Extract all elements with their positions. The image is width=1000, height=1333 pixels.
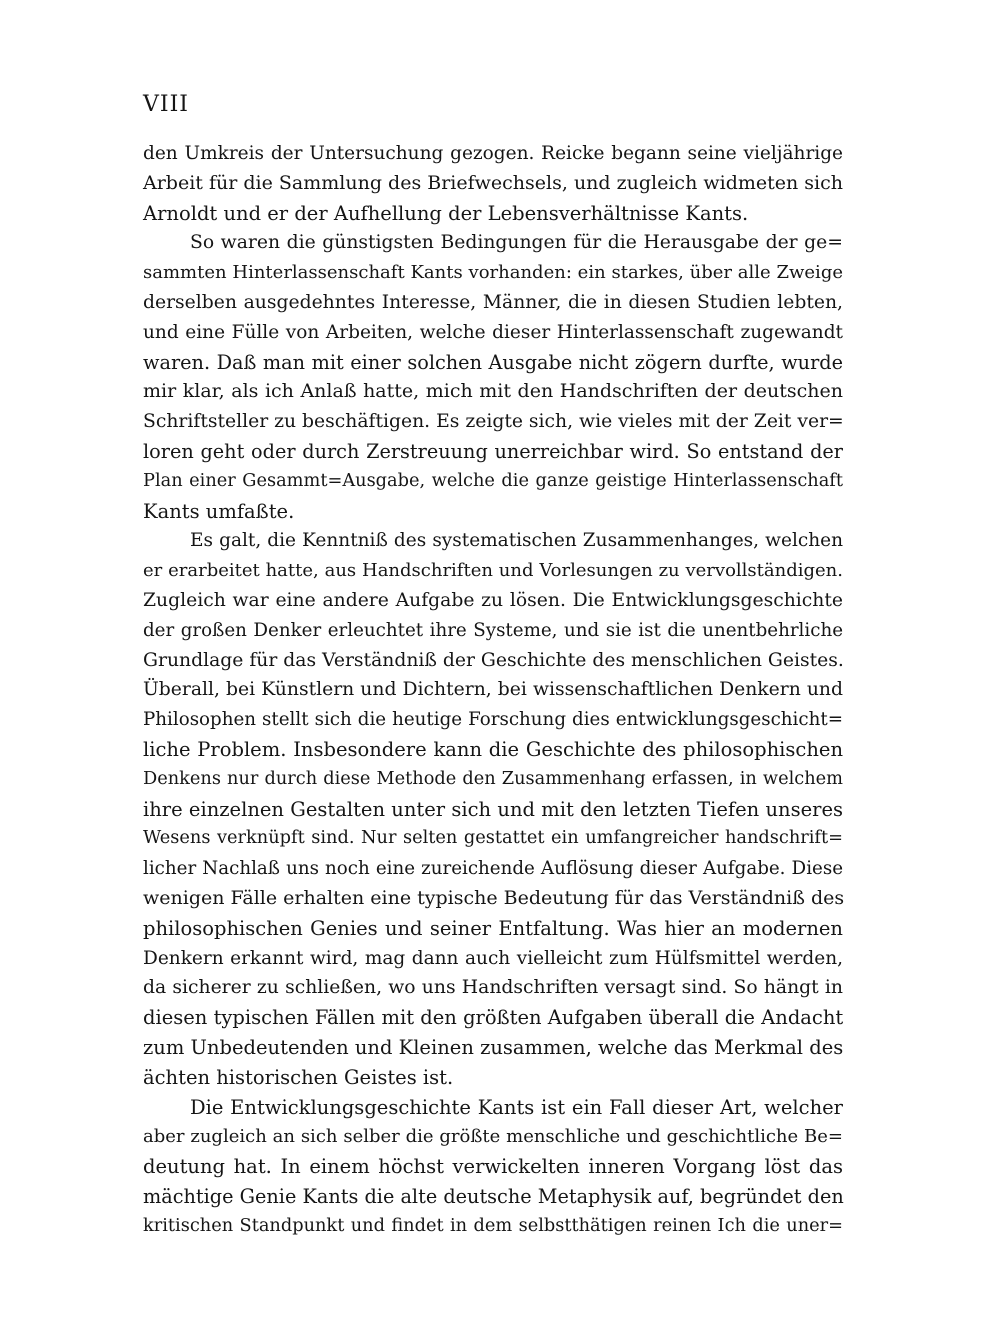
text-line: Wesens verknüpft sind. Nur selten gestattet ein umfangreicher handschrift= bbox=[143, 828, 843, 849]
text-line: Denkern erkannt wird, mag dann auch vielleicht zum Hülfsmittel werden, bbox=[143, 947, 843, 969]
text-line: mir klar, als ich Anlaß hatte, mich mit den Handschriften der deutschen bbox=[143, 380, 843, 403]
text-line: sammten Hinterlassenschaft Kants vorhanden: ein starkes, über alle Zweige bbox=[143, 262, 843, 284]
text-line: und eine Fülle von Arbeiten, welche dieser Hinterlassenschaft zugewandt bbox=[143, 321, 843, 343]
text-line: ihre einzelnen Gestalten unter sich und mit den letzten Tiefen unseres bbox=[143, 797, 843, 821]
text-line: Arnoldt und er der Aufhellung der Lebensverhältnisse Kants. bbox=[143, 201, 749, 225]
text-line: philosophischen Genies und seiner Entfaltung. Was hier an modernen bbox=[143, 916, 843, 940]
text-line: mächtige Genie Kants die alte deutsche Metaphysik auf, begründet den bbox=[143, 1184, 844, 1208]
text-line: Zugleich war eine andere Aufgabe zu lösen. Die Entwicklungsgeschichte bbox=[143, 589, 843, 611]
text-line: zum Unbedeutenden und Kleinen zusammen, welche das Merkmal des bbox=[143, 1035, 844, 1059]
text-line: Denkens nur durch diese Methode den Zusammenhang erfassen, in welchem bbox=[143, 768, 843, 789]
text-line: den Umkreis der Untersuchung gezogen. Reicke begann seine vieljährige bbox=[143, 143, 843, 164]
text-line: Die Entwicklungsgeschichte Kants ist ein Fall dieser Art, welcher bbox=[190, 1095, 843, 1119]
body-text bbox=[143, 139, 843, 1241]
text-line: loren geht oder durch Zerstreuung unerreichbar wird. So entstand der bbox=[143, 439, 843, 463]
text-line: da sicherer zu schließen, wo uns Handschriften versagt sind. So hängt in bbox=[143, 977, 843, 999]
text-line: kritischen Standpunkt und findet in dem selbstthätigen reinen Ich die uner= bbox=[143, 1215, 843, 1236]
text-line: waren. Daß man mit einer solchen Ausgabe nicht zögern durfte, wurde bbox=[143, 350, 843, 374]
text-line: derselben ausgedehntes Interesse, Männer, die in diesen Studien lebten, bbox=[143, 291, 843, 313]
text-line: Es galt, die Kenntniß des systematischen Zusammenhanges, welchen bbox=[190, 530, 843, 552]
text-line: diesen typischen Fällen mit den größten Aufgaben überall die Andacht bbox=[143, 1006, 844, 1030]
text-line: wenigen Fälle erhalten eine typische Bedeutung für das Verständniß des bbox=[143, 886, 845, 909]
text-line: Philosophen stellt sich die heutige Forschung dies entwicklungsgeschicht= bbox=[143, 709, 843, 731]
text-line: So waren die günstigsten Bedingungen für die Herausgabe der ge= bbox=[190, 232, 843, 254]
text-line: er erarbeitet hatte, aus Handschriften und Vorlesungen zu vervollständigen. bbox=[143, 560, 843, 582]
text-line: aber zugleich an sich selber die größte menschliche und geschichtliche Be= bbox=[143, 1126, 843, 1148]
page-number: VIII bbox=[143, 92, 189, 117]
text-line: liche Problem. Insbesondere kann die Geschichte des philosophischen bbox=[143, 737, 843, 761]
text-line: Überall, bei Künstlern und Dichtern, bei wissenschaftlichen Denkern und bbox=[143, 679, 843, 701]
text-line: ächten historischen Geistes ist. bbox=[143, 1065, 454, 1089]
text-line: deutung hat. In einem höchst verwickelten inneren Vorgang löst das bbox=[143, 1155, 843, 1179]
text-line: licher Nachlaß uns noch eine zureichende Auflösung dieser Aufgabe. Diese bbox=[143, 858, 843, 880]
text-line: Kants umfaßte. bbox=[143, 499, 295, 523]
text-line: Grundlage für das Verständniß der Geschichte des menschlichen Geistes. bbox=[143, 649, 844, 671]
text-line: Schriftsteller zu beschäftigen. Es zeigte sich, wie vieles mit der Zeit ver= bbox=[143, 411, 844, 433]
text-line: Arbeit für die Sammlung des Briefwechsels, und zugleich widmeten sich bbox=[143, 171, 843, 194]
text-line: Plan einer Gesammt=Ausgabe, welche die ganze geistige Hinterlassenschaft bbox=[143, 470, 843, 491]
text-line: der großen Denker erleuchtet ihre Systeme, und sie ist die unentbehrliche bbox=[143, 619, 843, 641]
